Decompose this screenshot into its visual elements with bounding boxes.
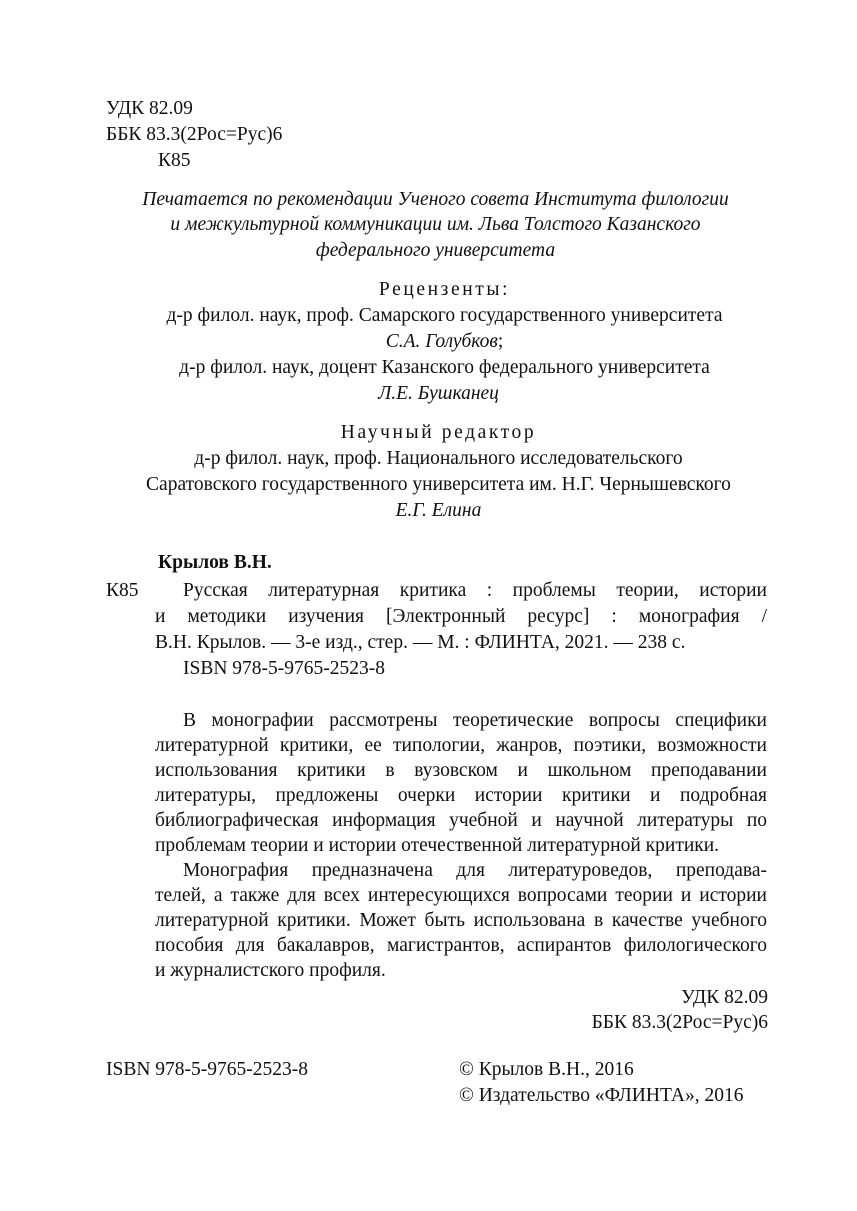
reviewers-heading: Рецензенты: [378,279,511,300]
abstract-p1-line-1: В монографии рассмотрены теоретические вопросы специфики [183,710,767,731]
abstract-p1-line-3: использования критики в вузовском и школьном преподавании [155,760,767,781]
record-line-1: Русская литературная критика : проблемы теории, истории [183,580,767,601]
udk-code: УДК 82.09 [106,98,193,119]
imprint-isbn: ISBN 978-5-9765-2523-8 [106,1059,309,1080]
copyright-publisher: © Издательство «ФЛИНТА», 2016 [459,1085,744,1106]
abstract-p2-line-5: и журналистского профиля. [155,960,386,981]
reviewer-2-position: д-р филол. наук, доцент Казанского федерального университета [179,357,710,378]
record-sign: К85 [106,580,139,601]
abstract-p2-line-4: пособия для бакалавров, магистрантов, аспирантов филологического [155,935,767,956]
reviewer-1-position: д-р филол. наук, проф. Самарского государственного университета [166,305,723,326]
bbk-code: ББК 83.3(2Рос=Рус)6 [106,124,283,145]
record-line-2: и методики изучения [Электронный ресурс] : монография / [155,606,767,627]
abstract-p1-line-5: библиографическая информация учебной и научной литературы по [155,810,767,831]
recommendation-line-3: федерального университета [315,240,556,261]
abstract-p2-line-2: телей, а также для всех интересующихся вопросами теории и истории [155,885,767,906]
footer-udk: УДК 82.09 [681,987,768,1008]
reviewer-1-line [16,330,857,355]
reviewer-1-name: С.А. Голубков [385,331,498,352]
record-isbn: ISBN 978-5-9765-2523-8 [183,658,386,679]
abstract-p2-line-3: литературной критики. Может быть использована в качестве учебного [155,910,767,931]
abstract-p2-line-1: Монография предназначена для литературоведов, преподава- [183,860,767,881]
editor-name: Е.Г. Елина [395,500,482,521]
editor-heading: Научный редактор [340,422,537,443]
recommendation-line-2: и межкультурной коммуникации им. Льва Толстого Казанского [170,214,701,235]
record-author: Крылов В.Н. [158,552,272,573]
editor-line-1: д-р филол. наук, проф. Национального исследовательского [194,448,683,469]
recommendation-line-1: Печатается по рекомендации Ученого совета Института филологии [142,189,729,210]
reviewer-2-name: Л.Е. Бушканец [378,383,499,404]
author-sign: К85 [158,150,191,171]
abstract-p1-line-6: проблемам теории и истории отечественной литературной критики. [155,835,720,856]
copyright-author: © Крылов В.Н., 2016 [459,1059,634,1080]
footer-bbk: ББК 83.3(2Рос=Рус)6 [591,1012,768,1033]
abstract-p1-line-2: литературной критики, ее типологии, жанров, поэтики, возможности [155,735,767,756]
editor-line-2: Саратовского государственного университета им. Н.Г. Чернышевского [146,474,731,495]
record-line-3: В.Н. Крылов. — 3-е изд., стер. — М. : ФЛИНТА, 2021. — 238 с. [155,632,686,653]
abstract-p1-line-4: литературы, предложены очерки истории критики и подробная [155,785,767,806]
reviewer-separator: ; [497,331,504,352]
